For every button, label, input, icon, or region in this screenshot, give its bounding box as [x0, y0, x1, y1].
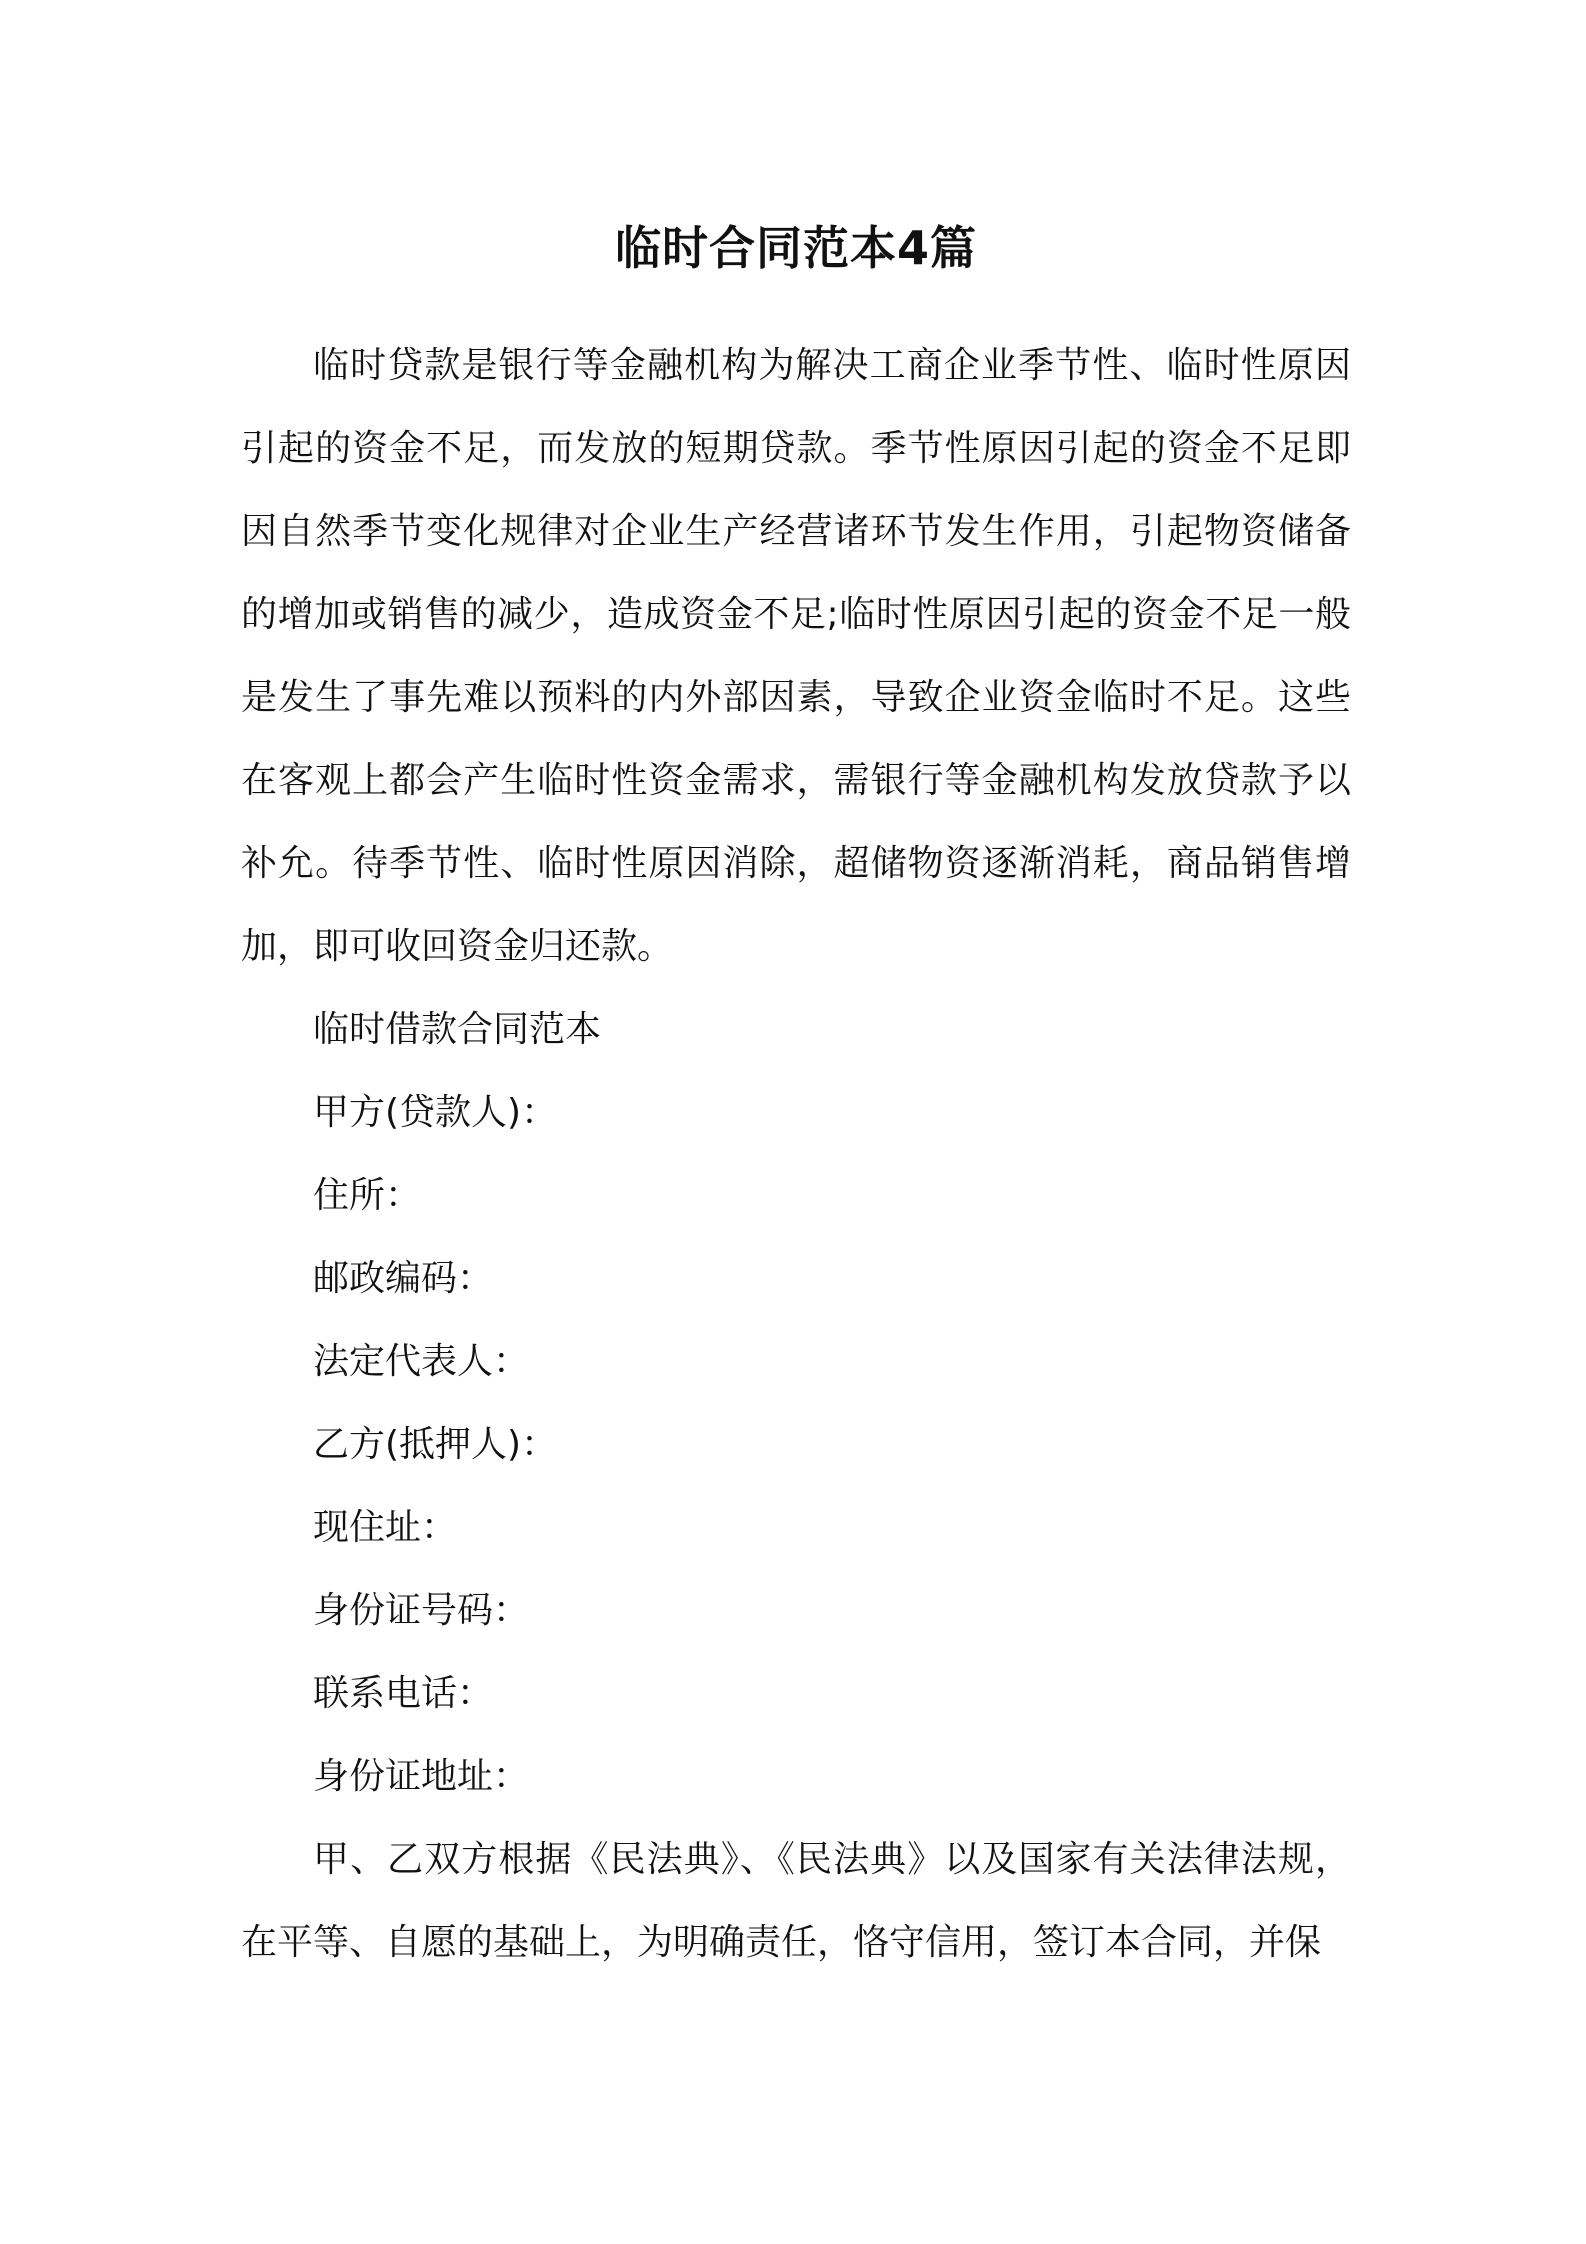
intro-paragraph: 临时贷款是银行等金融机构为解决工商企业季节性、临时性原因引起的资金不足，而发放的短期贷款。季节性原因引起的资金不足即因自然季节变化规律对企业生产经营诸环节发生作用，引起物资储备的增加或销售的减少，造成资金不足;临时性原因引起的资金不足一般是发生了事先难以预料的内外部因素，导致企业资金临时不足。这些在客观上都会产生临时性资金需求，需银行等金融机构发放贷款予以补允。待季节性、临时性原因消除，超储物资逐渐消耗，商品销售增加，即可收回资金归还款。 — [241, 345, 1351, 967]
section-heading: 临时借款合同范本 — [313, 1009, 602, 1050]
field-postal-code: 邮政编码： — [313, 1258, 494, 1299]
field-phone: 联系电话： — [313, 1673, 494, 1714]
document-title: 临时合同范本4篇 — [614, 221, 977, 275]
document-body — [241, 200, 1351, 1984]
field-id-address: 身份证地址： — [313, 1756, 530, 1797]
field-id-number: 身份证号码： — [313, 1590, 530, 1631]
closing-paragraph: 甲、乙双方根据《民法典》、《民法典》以及国家有关法律法规，在平等、自愿的基础上，为明确责任，恪守信用，签订本合同，并保 — [241, 1839, 1351, 1963]
field-party-a: 甲方(贷款人)： — [313, 1092, 558, 1133]
field-current-address: 现住址： — [313, 1507, 458, 1548]
field-legal-rep: 法定代表人： — [313, 1341, 530, 1382]
field-address: 住所： — [313, 1175, 422, 1216]
field-party-b: 乙方(抵押人)： — [313, 1424, 558, 1465]
